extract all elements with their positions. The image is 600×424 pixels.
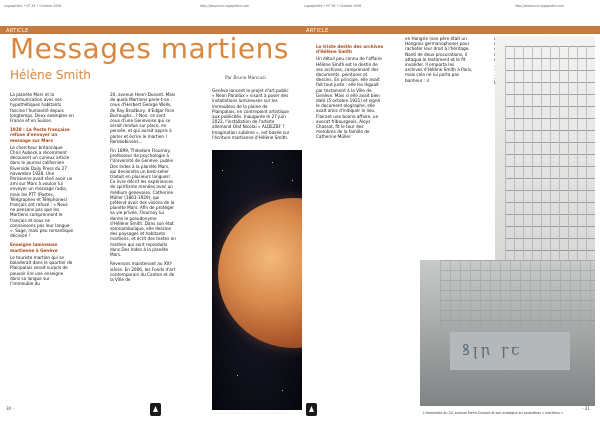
running-header-left: Logosphère • N° 26 • Octobre 2006 — [4, 4, 62, 8]
column-2 — [110, 92, 176, 286]
heading-enseigne: Enseigne lumineuse martienne à Genève — [10, 242, 58, 253]
building-facade — [440, 260, 595, 330]
paragraph: Le chercheur britannique Chris Aubeck a récemment découvert un curieux article dans le journal californien Riverside Daily Press du 27 novembre 1928. Une Parisienne avait rêvé avoir un ami sur Mars à vouloir lui envoyer un message radio, mais les PTT (Postes, Télégraphes et Téléphones) français ont refusé : « Nous ne pensons pas que les Martiens comprennent le français et nous ne connaissons pas leur langue ». Sage, mais peu romantique décision ! — [10, 144, 74, 239]
article-subtitle: Hélène Smith — [10, 68, 91, 82]
section-band — [300, 26, 600, 34]
star — [237, 375, 238, 376]
column-1 — [10, 92, 74, 290]
building-caption: L'immeuble du 20, avenue Henri-Dunant et son enseigne en caractères « martiens ». — [423, 411, 564, 415]
heading-archives: Le triste destin des archives d'Hélène Smith — [316, 44, 384, 55]
mars-planet-image — [212, 150, 302, 410]
paragraph: en Hongrie (son père était un Hongrois germanophone) pour racheter leur droit à l'héritage. Nanti de deux procurations, il attaqua le testament et le fit invalider. Il emporta les archives d'Hélène Smith à Paris, mais cela ne lui porta pas bonheur : il — [405, 36, 473, 83]
column-5 — [405, 36, 473, 87]
paragraph: Le touriste martien qui se baladerait dans le quartier de Plainpalais serait surpris de pouvoir lire une enseigne dans sa langue sur l'immeuble du — [10, 254, 73, 286]
running-header-url: http://www.unir-logopedie.com — [200, 4, 249, 8]
planet-sphere — [218, 198, 302, 348]
paragraph: Genève lancent le projet d'art public « Neon Parallax » visant à poser des installations lumineuses sur les immeubles de la plaine de Plainpalais, en contrepoint artistique aux publicités. Inaugurée le 27 juin 2022, l'installation de l'artiste allemand Olaf Nicolai « ALDEZBF ? Imagination sublime », est basée sur l'écriture martienne d'Hélène Smith. — [212, 88, 290, 140]
heading-poste: 1928 : La Poste française refuse d'envoyer un message sur Mars — [10, 127, 70, 143]
running-header-right: Logosphère • N° 26 • Octobre 2006 — [304, 4, 362, 8]
intro-paragraph: La planète Mars et la communication avec ses hypothétiques habitants fascine l'humanité depuis longtemps. Deux exemples en France et en Suisse. — [10, 92, 74, 124]
column-3 — [212, 88, 292, 144]
paragraph: 20, avenue Henri-Dunant. Mais de quels Martiens parle-t-on : ceux d'Herbert George Wells, de Ray Bradbury, d'Edgar Rice Burroughs...? Non, ce sont ceux d'une Genevoise qui se serait rendue sur place, en pensée, et qui aurait appris à parler et écrire le martien ! Rembobinons... — [110, 92, 176, 144]
section-label: ARTICLE — [306, 27, 329, 34]
planet-caption: Image générée par une IA-Laurent Martiens — [215, 411, 290, 415]
magazine-logo-icon — [150, 403, 161, 416]
building-sign-photo — [420, 260, 595, 406]
magazine-logo-icon — [306, 403, 317, 416]
section-label: ARTICLE — [6, 27, 29, 34]
star — [272, 162, 273, 163]
paragraph: Revenons maintenant au XXIᵉ siècle. En 2006, les Fonds d'art contemporain du Canton et de la Ville de — [110, 261, 176, 282]
page-number-right: - 31 — [582, 406, 590, 411]
column-4 — [316, 44, 384, 144]
paragraph: Fin 1899, Théodore Flournoy, professeur de psychologie à l'Université de Genève, publie Des Indes à la planète Mars, qui deviendra un best-seller traduit en plusieurs langues¹. Ce livre décrit les expériences de spiritisme menées avec un médium genevoise, Catherine Müller (1861-1929), qui prétend avoir des visions de la planète Mars. Afin de protéger sa vie privée, Flournoy lui donne le pseudonyme d'Hélène Smith. Dans son état somnambulique, elle dessine des paysages et habitants martiens, et écrit des textes en martien qui sont reproduits dans Des Indes à la planète Mars. — [110, 148, 176, 258]
page-number-left: 30 - — [6, 406, 14, 411]
martian-sign-text: ꝸꞁꞃ ꞅꞇ — [462, 341, 523, 359]
star — [222, 170, 223, 171]
star — [282, 390, 283, 391]
running-header-url: http://www.unir-logopedie.com — [515, 4, 564, 8]
article-title: Messages martiens — [10, 32, 289, 65]
article-byline: Par Bruno Mancusi — [225, 76, 266, 81]
star — [292, 180, 293, 181]
paragraph: Un détail peu connu de l'affaire Hélène Smith est le destin de ses archives, comprenant des documents, peintures et dessins. En principe, elle avait fait tout juste : elle les lèguait par testament à la Ville de Genève. Mais si elle avait bien daté (5 octobre 1921) et signé le document olographe, elle avait omis d'indiquer le lieu. Flairant une bonne affaire, un avocat fribourgeois, Aloys Chassot, fit le tour des membres de la famille de Catherine Müller — [316, 56, 382, 140]
